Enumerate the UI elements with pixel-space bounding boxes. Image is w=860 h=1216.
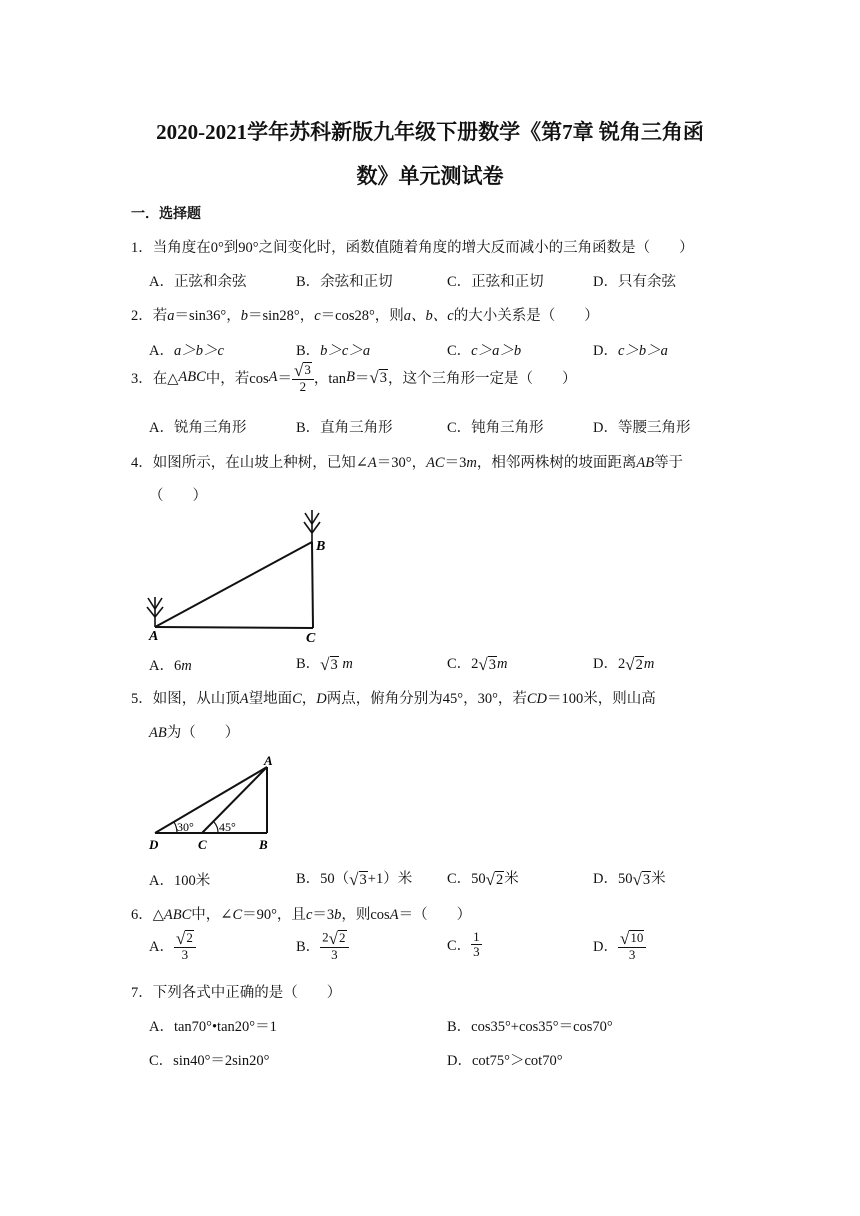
q2-option-d: D．c＞b＞a xyxy=(593,343,668,359)
segment-ac xyxy=(155,627,313,628)
label-b: B xyxy=(259,837,268,852)
question-2-stem: 2．若a＝sin36°，b＝sin28°，c＝cos28°，则a、b、c的大小关系是（ ） xyxy=(131,308,599,324)
q4-option-c: C．2 √ 3 m xyxy=(447,654,508,674)
label-angle-30: 30° xyxy=(177,820,194,834)
label-c: C xyxy=(198,837,207,852)
q5-option-a: A．100米 xyxy=(149,873,211,889)
question-6-stem: 6．△ABC中，∠C＝90°，且c＝3b，则cosA＝（ ） xyxy=(131,907,472,923)
q6-option-c: C． $\frac{1}{3}$ xyxy=(447,929,480,959)
question-4-stem: 4．如图所示，在山坡上种树，已知∠A＝30°，AC＝3m，相邻两株树的坡面距离AB等于 xyxy=(131,455,684,471)
q4-option-a: A．6m xyxy=(149,658,192,674)
q1-option-a: A．正弦和余弦 xyxy=(149,274,247,290)
q7-option-a: A．tan70°•tan20°＝1 xyxy=(149,1019,277,1035)
q3-option-a: A．锐角三角形 xyxy=(149,420,247,436)
question-5-stem-line2: AB为（ ） xyxy=(149,725,240,741)
q4-option-d: D．2 √ 2 m xyxy=(593,654,655,674)
question-4-stem-line2: （ ） xyxy=(149,488,207,504)
q1-option-c: C．正弦和正切 xyxy=(447,274,544,290)
figure-slope-trees xyxy=(140,505,340,645)
q7-option-d: D．cot75°＞cot70° xyxy=(447,1053,563,1069)
q4-option-b: B． √ 3 m xyxy=(296,654,353,674)
label-b: B xyxy=(316,539,326,554)
label-a: A xyxy=(149,629,159,644)
fraction-sqrt3-over-2: √ 3 2 xyxy=(292,362,314,394)
q5-option-d: D．50 √ 3 米 xyxy=(593,869,666,889)
q1-option-b: B．余弦和正切 xyxy=(296,274,393,290)
question-5-stem: 5．如图，从山顶A望地面C，D两点，俯角分别为45°，30°，若CD＝100米，则山高 xyxy=(131,691,656,707)
q3-option-b: B．直角三角形 xyxy=(296,420,393,436)
q7-option-b: B．cos35°+cos35°＝cos70° xyxy=(447,1019,613,1035)
q5-option-c: C．50 √ 2 米 xyxy=(447,869,519,889)
q2-option-a: A．a＞b＞c xyxy=(149,343,224,359)
label-d: D xyxy=(149,837,159,852)
label-c: C xyxy=(306,631,316,645)
q7-option-c: C．sin40°＝2sin20° xyxy=(149,1053,270,1069)
question-3-stem: 3．在△ ABC 中，若cos A ＝ √ 3 2 ，tan B ＝ √ 3 ，这个三角形一定是（ ） xyxy=(131,361,577,394)
q2-option-c: C．c＞a＞b xyxy=(447,343,522,359)
q6-option-d: D． √ 10 3 xyxy=(593,930,646,962)
figure-mountain-angles xyxy=(140,752,290,856)
q2-option-b: B．b＞c＞a xyxy=(296,343,371,359)
q1-option-d: D．只有余弦 xyxy=(593,274,676,290)
segment-bc xyxy=(312,542,313,628)
q3-option-d: D．等腰三角形 xyxy=(593,420,691,436)
tree-icon-a xyxy=(147,597,163,627)
tree-icon-b xyxy=(304,510,320,542)
q6-option-b: B． 2 √ 2 3 xyxy=(296,930,349,962)
section-heading: 一．选择题 xyxy=(131,207,201,222)
title-line-2: 数》单元测试卷 xyxy=(356,164,504,188)
q6-option-a: A． √ 2 3 xyxy=(149,930,196,962)
label-a: A xyxy=(264,753,273,768)
sqrt-3: √ 3 xyxy=(369,367,388,387)
segment-ab xyxy=(155,542,312,627)
title-line-1: 2020-2021学年苏科新版九年级下册数学《第7章 锐角三角函 xyxy=(156,120,704,144)
q5-option-b: B．50（ √ 3 +1）米 xyxy=(296,869,413,889)
arc-45 xyxy=(214,822,218,833)
question-7-stem: 7．下列各式中正确的是（ ） xyxy=(131,985,342,1001)
question-1-stem: 1．当角度在0°到90°之间变化时，函数值随着角度的增大反而减小的三角函数是（ ） xyxy=(131,240,694,256)
q3-option-c: C．钝角三角形 xyxy=(447,420,544,436)
label-angle-45: 45° xyxy=(219,820,236,834)
